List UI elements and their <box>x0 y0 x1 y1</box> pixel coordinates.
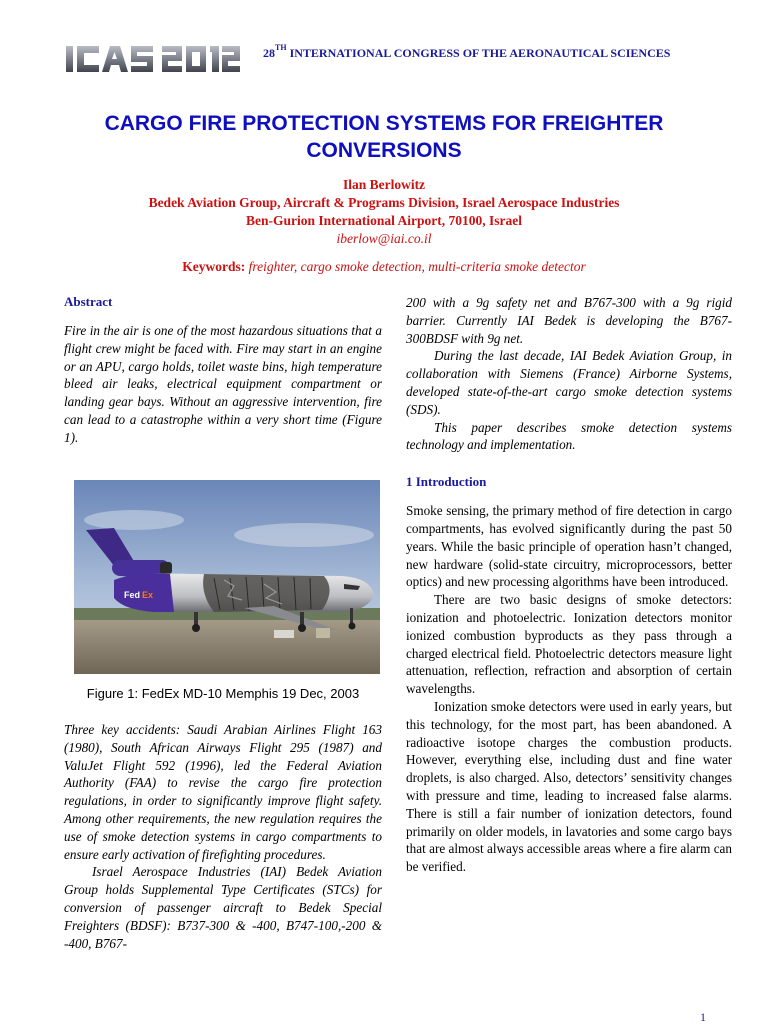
abstract-paragraph-3: Israel Aerospace Industries (IAI) Bedek Aviation Group holds Supplemental Type Certificates (STCs) for conversion of passenger aircraft to Bedek Special Freighters (BDSF): B737-300 & -400, B747-100,-200 & -400, B767- <box>64 864 382 951</box>
page-number: 1 <box>700 1010 706 1024</box>
introduction-paragraph-2: There are two basic designs of smoke detectors: ionization and photoelectric. Ionization detectors monitor ionized combustion byproducts as they pass through a charged electrical field. Photoelectric detectors measure light attenuation, reflection, refraction and absorption of certain wavelengths. <box>406 592 732 697</box>
keywords <box>40 259 728 275</box>
introduction-heading: 1 Introduction <box>406 474 487 490</box>
keywords-label: Keywords: <box>182 259 246 274</box>
introduction-paragraph-3: Ionization smoke detectors were used in early years, but this technology, for the most part, has been abandoned. A radioactive isotope charges the combustion products. However, everything else, including dust and fine water droplets, is also charged. Also, detectors’ sensitivity changes with pressure and time, leading to increased false alarms. There is still a fair number of ionization detectors, found primarily on older models, in lavatories and some cargo bays that are almost always accessible areas where a fire alarm can be verified. <box>406 698 732 875</box>
paper-title-line2: CONVERSIONS <box>306 139 462 162</box>
paper-title <box>40 110 728 164</box>
right-column <box>406 294 732 876</box>
abstract-paragraph-1: Fire in the air is one of the most hazardous situations that a flight crew might be faced with. Fire may start in an engine or an APU, cargo holds, toilet waste bins, high temperature bleed air leaks, electrical equipment compartment or landing gear bays. Without an aggressive intervention, fire can lead to a catastrophe within a very short time (Figure 1). <box>64 323 382 445</box>
author-email[interactable]: iberlow@iai.co.il <box>336 231 432 246</box>
abstract-paragraph-3-continued: 200 with a 9g safety net and B767-300 with a 9g rigid barrier. Currently IAI Bedek is developing the B767-300BDSF with 9g net. <box>406 295 732 346</box>
icas-2012-logo <box>66 44 240 74</box>
figure-1-caption: Figure 1: FedEx MD-10 Memphis 19 Dec, 2003 <box>86 686 360 701</box>
abstract-paragraph-2: Three key accidents: Saudi Arabian Airlines Flight 163 (1980), South African Airways Flight 295 (1987) and ValuJet Flight 592 (1996), led the Federal Aviation Authority (FAA) to revise the cargo fire protection regulations, in order to significantly improve flight safety. Among other requirements, the new regulation requires the use of smoke detection systems in cargo compartments to ensure early activation of firefighting procedures. <box>64 722 382 862</box>
abstract-paragraph-4: During the last decade, IAI Bedek Aviation Group, in collaboration with Siemens (France) Airborne Systems, developed state-of-the-art cargo smoke detection systems (SDS). <box>406 348 732 417</box>
left-column-bottom <box>64 721 382 952</box>
introduction-paragraph-1: Smoke sensing, the primary method of fire detection in cargo compartments, has evolved significantly during the past 50 years. While the basic principle of operation hasn’t changed, new hardware (solid-state circuitry, microprocessors, better optics) and new processing algorithms have been introduced. <box>406 503 732 590</box>
congress-ordinal: TH <box>275 43 287 52</box>
author-affiliation: Bedek Aviation Group, Aircraft & Programs Division, Israel Aerospace Industries <box>148 195 620 210</box>
congress-header <box>263 45 670 61</box>
paper-title-line1: CARGO FIRE PROTECTION SYSTEMS FOR FREIGHTER <box>104 112 664 135</box>
author-block <box>40 176 728 248</box>
keywords-text: freighter, cargo smoke detection, multi-criteria smoke detector <box>245 259 586 274</box>
author-name: Ilan Berlowitz <box>342 177 426 192</box>
congress-number: 28 <box>263 46 275 60</box>
abstract-paragraph-5: This paper describes smoke detection systems technology and implementation. <box>406 419 732 453</box>
abstract-heading: Abstract <box>64 294 113 309</box>
congress-name: INTERNATIONAL CONGRESS OF THE AERONAUTICAL SCIENCES <box>289 46 671 60</box>
svg-text:Ex: Ex <box>142 590 154 600</box>
svg-text:Fed: Fed <box>124 590 141 600</box>
fedex-md10-burned-aircraft-image <box>74 480 380 674</box>
author-address: Ben-Gurion International Airport, 70100, Israel <box>246 213 522 228</box>
left-column-top <box>64 294 382 447</box>
